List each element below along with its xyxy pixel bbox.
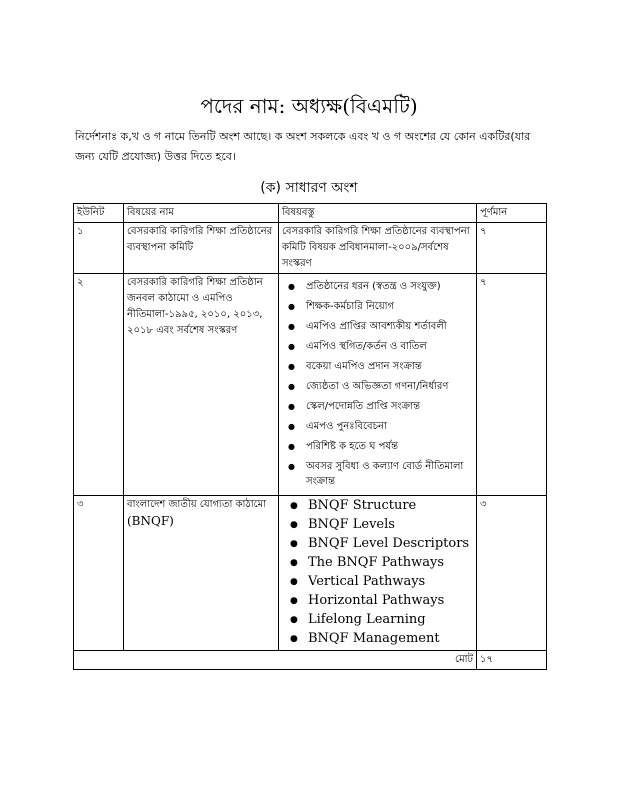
section-title: (ক) সাধারণ অংশ <box>260 180 358 196</box>
list-item: ● Vertical Pathways <box>308 573 473 591</box>
content-cell <box>279 274 477 496</box>
list-item: ● শিক্ষক-কর্মচারি নিয়োগ <box>306 299 473 314</box>
content-list <box>282 497 473 648</box>
table-row <box>74 223 547 274</box>
content-list <box>282 279 473 489</box>
list-item: ● BNQF Management <box>308 630 473 648</box>
subject-name: বাংলাদেশ জাতীয় যোগ্যতা কাঠামো <box>127 499 267 510</box>
unit-cell: ২ <box>74 274 124 496</box>
unit-cell: ১ <box>74 223 124 274</box>
list-item: ● The BNQF Pathways <box>308 554 473 572</box>
list-item: ● Lifelong Learning <box>308 611 473 629</box>
list-item: ● স্কেল/পদোন্নতি প্রাপ্তি সংক্রান্ত <box>306 399 473 414</box>
list-item: ● এমপিও প্রাপ্তির আবশ্যকীয় শর্তাবলী <box>306 319 473 334</box>
list-item: ● এমপও পুনঃবিবেচনা <box>306 419 473 434</box>
total-value: ১৭ <box>477 651 547 670</box>
list-item: ● পরিশিষ্ট ক হতে ঘ পর্যন্ত <box>306 439 473 454</box>
list-item: ● জ্যেষ্ঠতা ও অভিজ্ঞতা গণনা/নির্ধারণ <box>306 379 473 394</box>
subject-cell: বেসরকারি কারিগরি শিক্ষা প্রতিষ্ঠানের ব্যবস্থাপনা কমিটি <box>124 223 279 274</box>
header-marks: পূর্ণমান <box>477 204 547 223</box>
list-item: ● BNQF Levels <box>308 516 473 534</box>
marks-cell: ৩ <box>477 496 547 651</box>
list-item: ● BNQF Structure <box>308 497 473 515</box>
list-item: ● BNQF Level Descriptors <box>308 535 473 553</box>
header-unit: ইউনিট <box>74 204 124 223</box>
table-row <box>74 496 547 651</box>
instructions-text: নির্দেশনাঃ ক,খ ও গ নামে তিনটি অংশ আছে। ক অংশ সকলকে এবং খ ও গ অংশের যে কোন একটির(যার জন্য যেটি প্রযোজ্য) উত্তর দিতে হবে। <box>75 130 531 163</box>
syllabus-table <box>73 203 547 670</box>
total-row <box>74 651 547 670</box>
content-cell <box>279 496 477 651</box>
table-header-row <box>74 204 547 223</box>
unit-cell: ৩ <box>74 496 124 651</box>
marks-cell: ৭ <box>477 274 547 496</box>
table-row <box>74 274 547 496</box>
header-content: বিষয়বস্তু <box>279 204 477 223</box>
content-cell: বেসরকারি কারিগরি শিক্ষা প্রতিষ্ঠানের ব্যবস্থাপনা কমিটি বিষয়ক প্রবিধানমালা-২০০৯/সর্বশেষ সংস্করণ <box>279 223 477 274</box>
subject-cell: বেসরকারি কারিগরি শিক্ষা প্রতিষ্ঠান জনবল কাঠামো ও এমপিও নীতিমালা-১৯৯৫, ২০১০, ২০১৩, ২০১৮ এবং সর্বশেষ সংস্করণ <box>124 274 279 496</box>
subject-abbreviation: (BNQF) <box>127 514 174 528</box>
marks-cell: ৭ <box>477 223 547 274</box>
list-item: ● Horizontal Pathways <box>308 592 473 610</box>
page-title: পদের নাম: অধ্যক্ষ(বিএমটি) <box>200 94 418 118</box>
total-label: মোট <box>74 651 477 670</box>
subject-cell <box>124 496 279 651</box>
list-item: ● এমপিও স্থগিত/কর্তন ও বাতিল <box>306 339 473 354</box>
list-item: ● প্রতিষ্ঠানের ধরন (স্বতন্ত্র ও সংযুক্ত) <box>306 279 473 294</box>
list-item: ● বকেয়া এমপিও প্রদান সংক্রান্ত <box>306 359 473 374</box>
header-subject: বিষয়ের নাম <box>124 204 279 223</box>
list-item: ● অবসর সুবিধা ও কল্যাণ বোর্ড নীতিমালা সংক্রান্ত <box>306 459 473 489</box>
